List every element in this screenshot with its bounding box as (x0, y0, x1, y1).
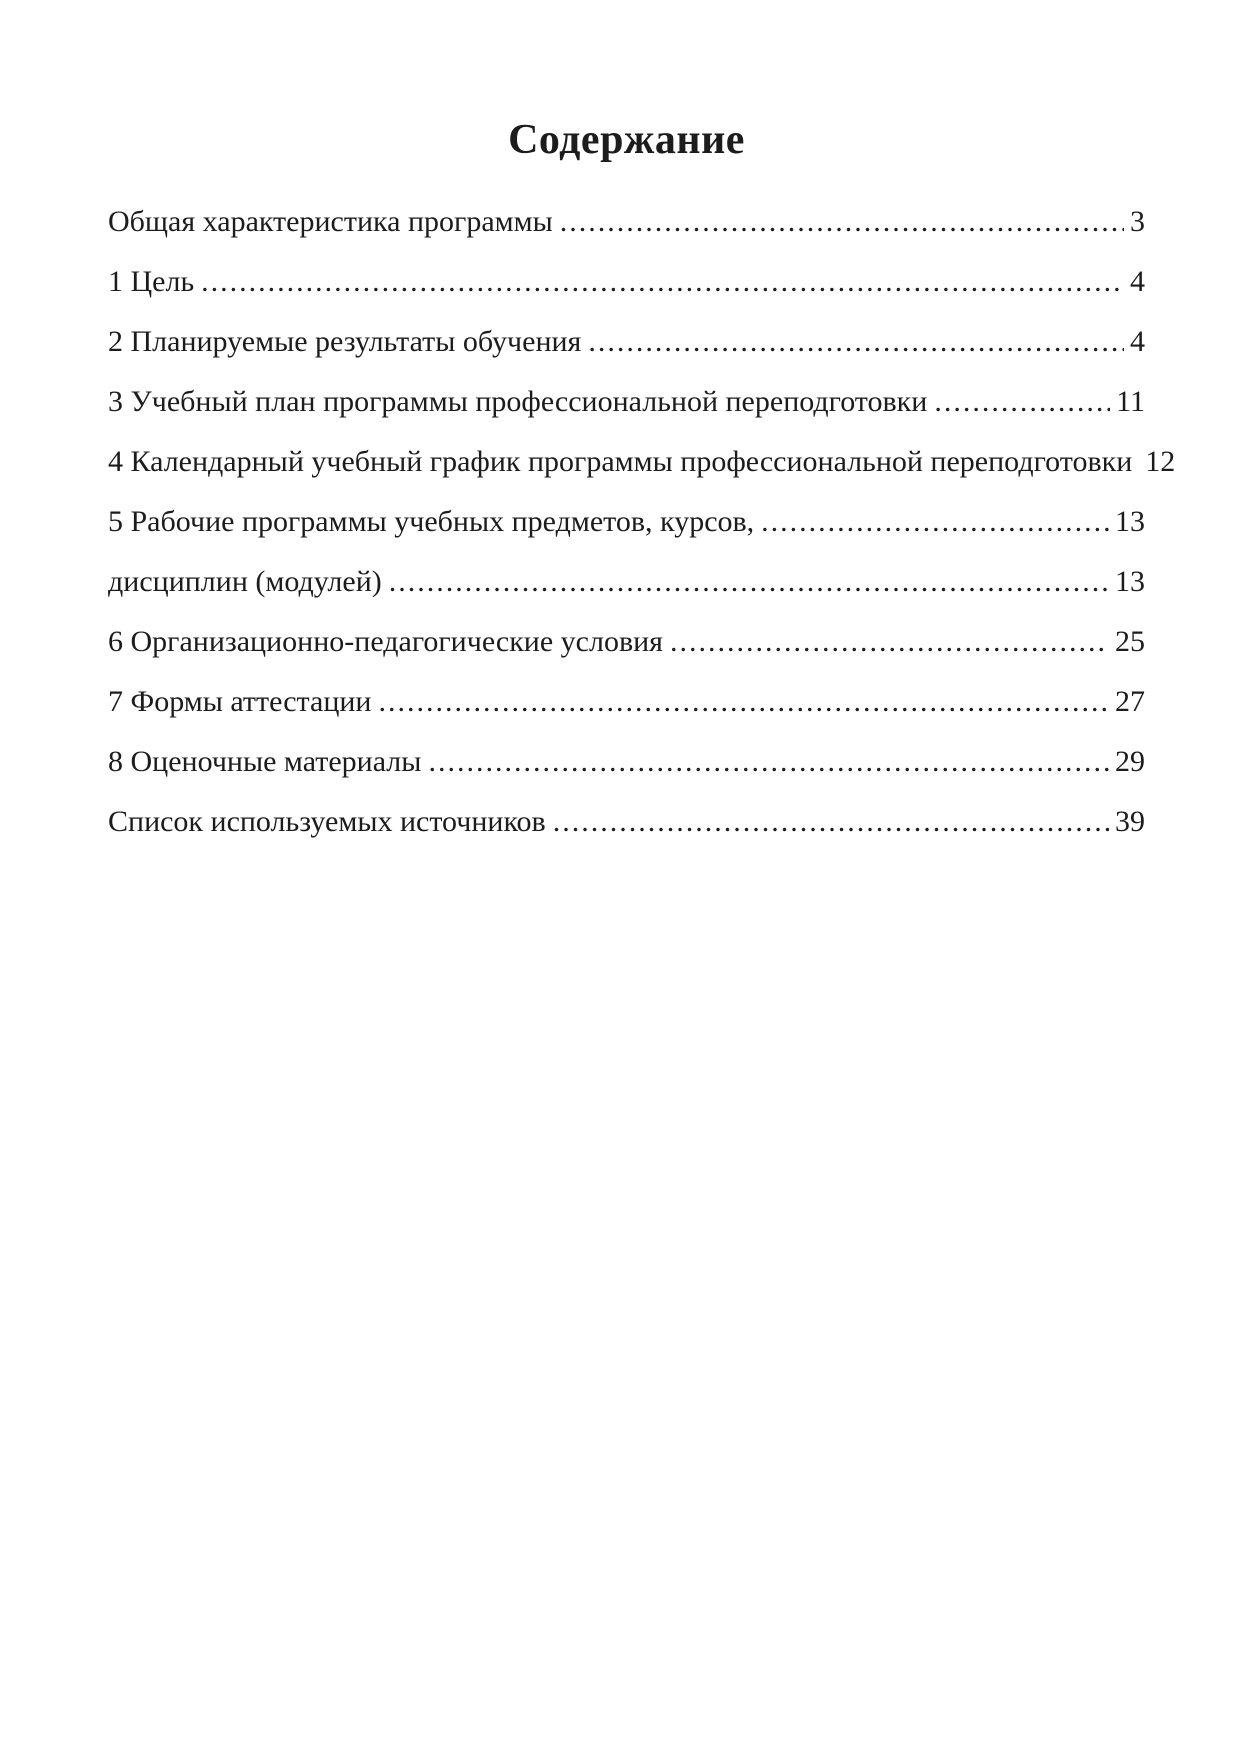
toc-entry-page-number: 4 (1130, 325, 1145, 358)
toc-entry-label: 3 Учебный план программы профессиональной переподготовки (108, 385, 928, 418)
toc-entry-label: 1 Цель (108, 265, 195, 298)
toc-entry-page-number: 39 (1115, 805, 1145, 838)
toc-entry-page-number: 25 (1115, 625, 1145, 658)
toc-entry-page-number: 4 (1130, 265, 1145, 298)
toc-entry (108, 372, 1145, 432)
toc-entry (108, 192, 1145, 252)
dot-leader (560, 192, 1124, 252)
toc-entry (108, 492, 1145, 552)
dot-leader (389, 552, 1109, 612)
page-title: Содержание (508, 117, 745, 163)
table-of-contents (108, 192, 1176, 852)
dot-leader (588, 312, 1124, 372)
toc-entry-label: 2 Планируемые результаты обучения (108, 325, 582, 358)
toc-entry-label: дисциплин (модулей) (108, 565, 382, 598)
toc-entry (108, 552, 1145, 612)
toc-entry-label: 7 Формы аттестации (108, 685, 372, 718)
toc-entry (108, 312, 1145, 372)
toc-entry-label: 6 Организационно-педагогические условия (108, 625, 663, 658)
toc-entry-page-number: 12 (1145, 445, 1176, 478)
toc-entry (108, 612, 1145, 672)
dot-leader (670, 612, 1109, 672)
toc-entry-page-number: 29 (1115, 745, 1145, 778)
toc-entry-label: Список используемых источников (108, 805, 546, 838)
toc-entry-label: 4 Календарный учебный график программы профессиональной переподготовки (108, 445, 1133, 478)
toc-entry (108, 672, 1145, 732)
toc-entry (108, 732, 1145, 792)
toc-entry-page-number: 27 (1115, 685, 1145, 718)
dot-leader (201, 252, 1124, 312)
dot-leader (428, 732, 1109, 792)
toc-entry (108, 792, 1145, 852)
toc-entry-label: Общая характеристика программы (108, 205, 553, 238)
toc-entry-page-number: 11 (1116, 385, 1145, 418)
dot-leader (761, 492, 1109, 552)
toc-entry (108, 432, 1176, 492)
toc-entry-label: 5 Рабочие программы учебных предметов, курсов, (108, 505, 755, 538)
toc-entry (108, 252, 1145, 312)
dot-leader (378, 672, 1109, 732)
toc-entry-page-number: 3 (1130, 205, 1145, 238)
dot-leader (553, 792, 1109, 852)
toc-entry-label: 8 Оценочные материалы (108, 745, 422, 778)
toc-entry-page-number: 13 (1115, 565, 1145, 598)
dot-leader (934, 372, 1110, 432)
toc-entry-page-number: 13 (1115, 505, 1145, 538)
